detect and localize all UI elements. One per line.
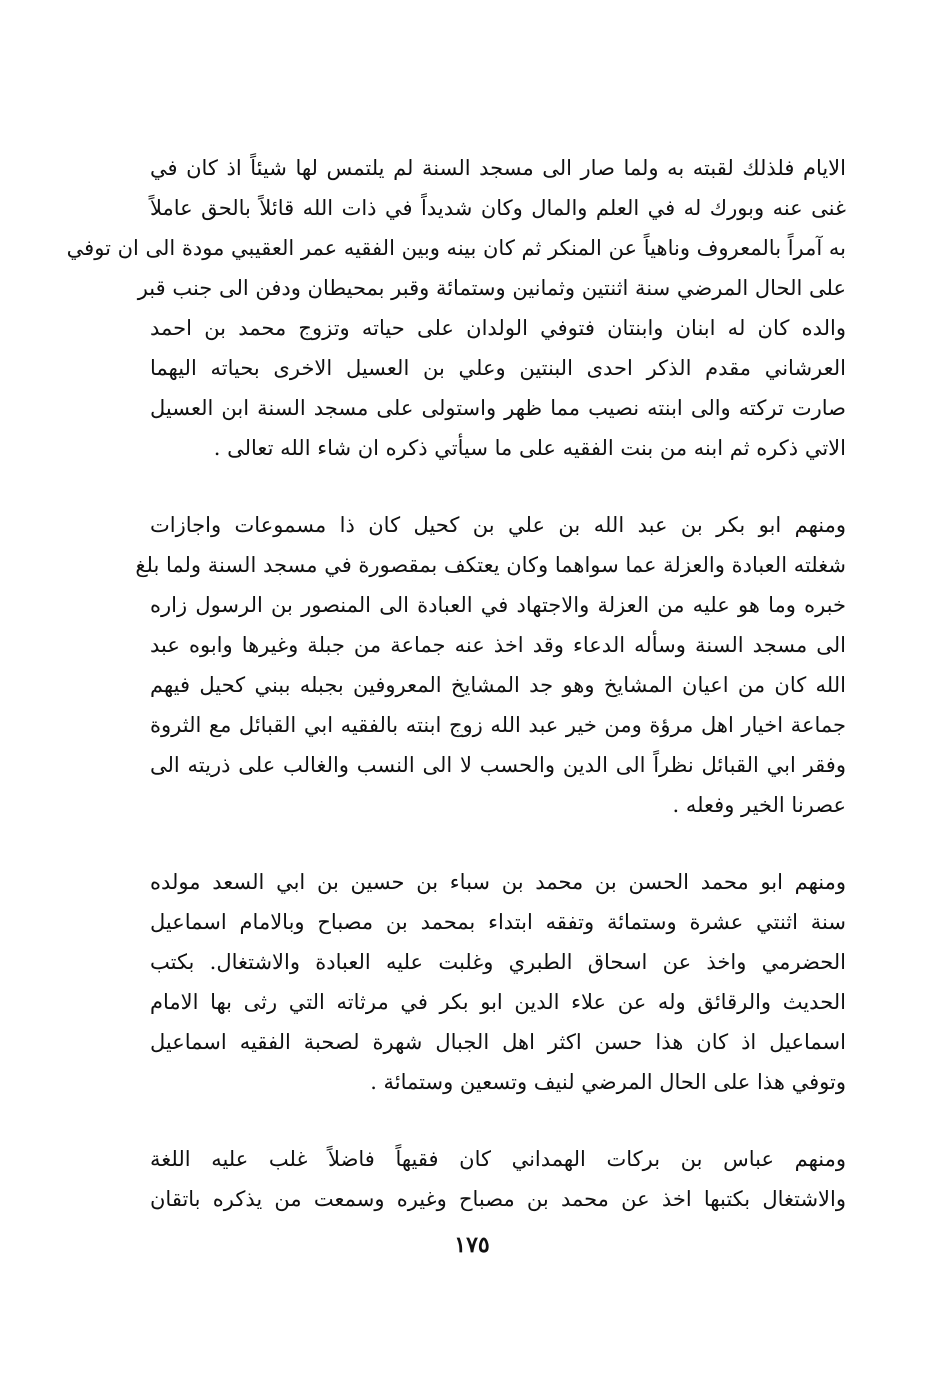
text-line: الى مسجد السنة وسأله الدعاء وقد اخذ عنه جماعة من جبلة وغيرها وابوه عبد xyxy=(150,633,846,657)
text-line: الحديث والرقائق وله عن علاء الدين ابو بكر في مرثاته التي رثى بها الامام xyxy=(150,990,846,1014)
paragraph-gap xyxy=(150,1102,846,1139)
text-line: به آمراً بالمعروف وناهياً عن المنكر ثم كان بينه وبين الفقيه عمر العقيبي مودة الى ان توفي xyxy=(66,236,846,260)
text-line: ومنهم ابو بكر بن عبد الله بن علي بن كحيل كان ذا مسموعات واجازات xyxy=(150,513,846,537)
text-line: صارت تركته والى ابنته نصيب مما ظهر واستولى على مسجد السنة ابن العسيل xyxy=(150,396,846,420)
text-line: الحضرمي واخذ عن اسحاق الطبري وغلبت عليه العبادة والاشتغال. بكتب xyxy=(150,950,846,974)
paragraph-3 xyxy=(150,862,846,1102)
text-line: غنى عنه وبورك له في العلم والمال وكان شديداً في ذات الله قائلاً بالحق عاملاً xyxy=(150,196,846,220)
page-number: ١٧٥ xyxy=(454,1232,490,1258)
paragraph-gap xyxy=(150,468,846,505)
text-line: وتوفي هذا على الحال المرضي لنيف وتسعين وستمائة . xyxy=(370,1070,846,1094)
text-line: وفقر ابي القبائل نظراً الى الدين والحسب لا الى النسب والغالب على ذريته الى xyxy=(150,753,846,777)
text-line: سنة اثنتي عشرة وستمائة وتفقه ابتداء بمحمد بن مصباح وبالامام اسماعيل xyxy=(150,910,846,934)
text-line: عصرنا الخير وفعله . xyxy=(672,793,846,817)
paragraph-4 xyxy=(150,1139,846,1219)
text-line: خبره وما هو عليه من العزلة والاجتهاد في العبادة الى المنصور بن الرسول زاره xyxy=(150,593,846,617)
text-line: الاتي ذكره ثم ابنه من بنت الفقيه على ما سيأتي ذكره ان شاء الله تعالى . xyxy=(213,436,846,460)
text-line: العرشاني مقدم الذكر احدى البنتين وعلي بن العسيل الاخرى بحياته اليهما xyxy=(150,356,846,380)
text-line: والده كان له ابنان وابنتان فتوفي الولدان على حياته وتزوج محمد بن احمد xyxy=(150,316,846,340)
text-line: والاشتغال بكتبها اخذ عن محمد بن مصباح وغيره وسمعت من يذكره باتقان xyxy=(150,1187,846,1211)
text-line: على الحال المرضي سنة اثنتين وثمانين وستمائة وقبر بمحيطان ودفن الى جنب قبر xyxy=(137,276,846,300)
text-line: ومنهم ابو محمد الحسن بن محمد بن سباء بن حسين بن ابي السعد مولده xyxy=(150,870,846,894)
page-body xyxy=(66,148,846,1219)
text-line: شغلته العبادة والعزلة عما سواهما وكان يعتكف بمقصورة في مسجد السنة ولما بلغ xyxy=(135,553,846,577)
paragraph-gap xyxy=(150,825,846,862)
paragraph-2 xyxy=(135,505,846,825)
paragraph-1 xyxy=(66,148,846,468)
text-line: الايام فلذلك لقبته به ولما صار الى مسجد السنة لم يلتمس لها شيئاً اذ كان في xyxy=(150,156,846,180)
text-line: ومنهم عباس بن بركات الهمداني كان فقيهاً فاضلاً غلب عليه اللغة xyxy=(150,1147,846,1171)
text-line: الله كان من اعيان المشايخ وهو جد المشايخ المعروفين بجبله ببني كحيل فيهم xyxy=(150,673,846,697)
text-line: اسماعيل اذ كان هذا حسن اكثر اهل الجبال شهرة لصحبة الفقيه اسماعيل xyxy=(150,1030,846,1054)
text-line: جماعة اخيار اهل مرؤة ومن خير عبد الله زوج ابنته بالفقيه ابي القبائل مع الثروة xyxy=(150,713,846,737)
